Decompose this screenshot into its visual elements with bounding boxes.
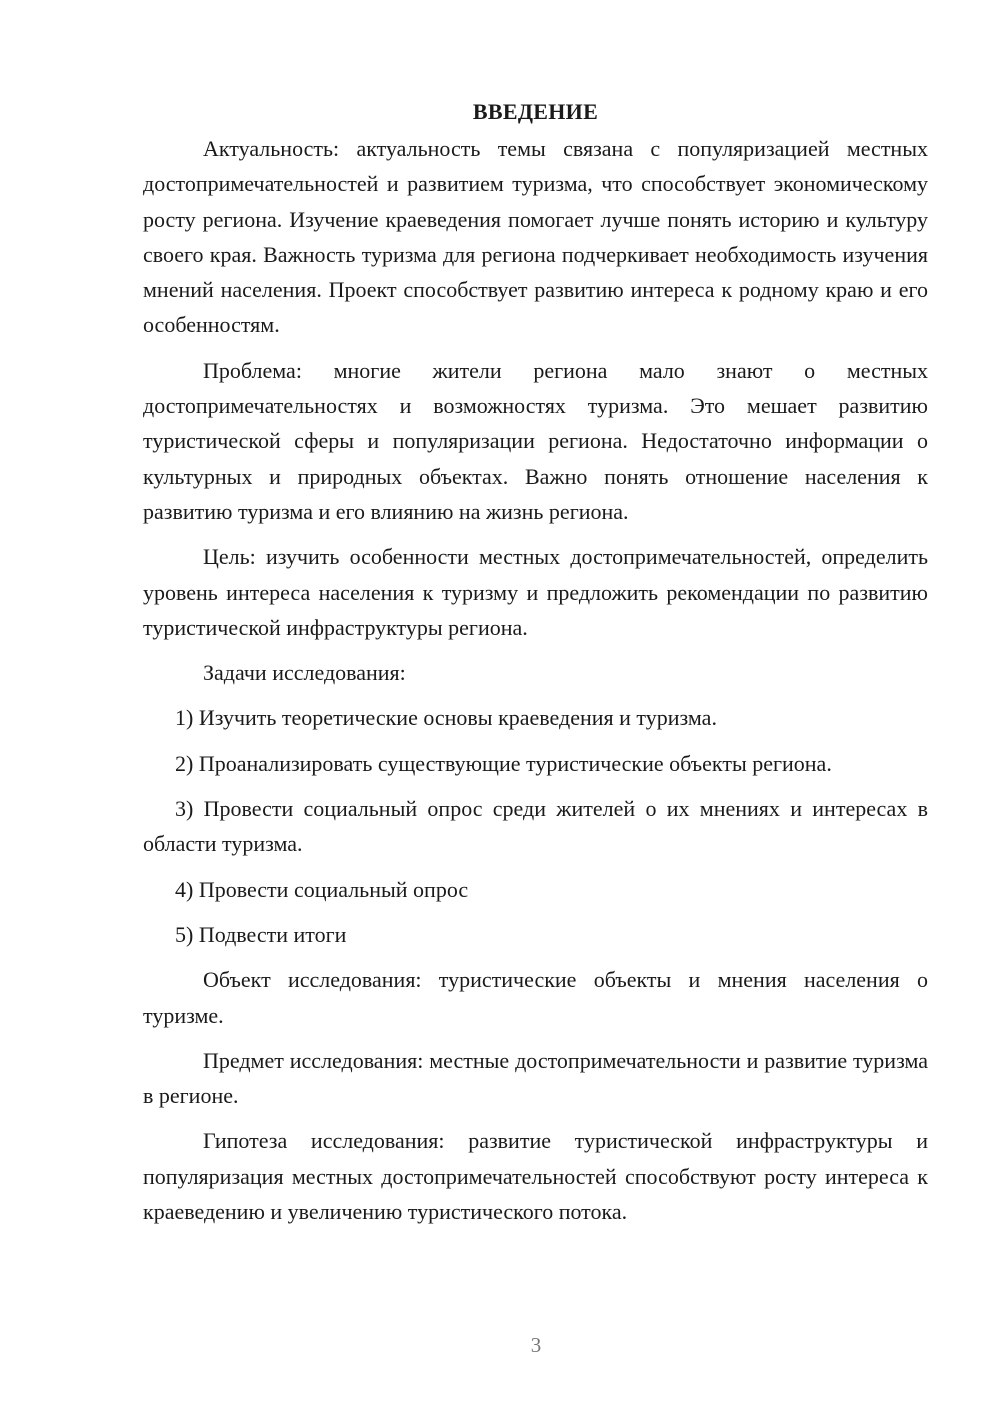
- hypothesis-paragraph: Гипотеза исследования: развитие туристической инфраструктуры и популяризация местных достопримечательностей способствуют росту интереса к краеведению и увеличению туристического потока.: [143, 1128, 928, 1225]
- page-title: ВВЕДЕНИЕ: [472, 99, 599, 124]
- goal-paragraph: Цель: изучить особенности местных достопримечательностей, определить уровень интереса населения к туризму и предложить рекомендации по развитию туристической инфраструктуры региона.: [143, 544, 928, 640]
- tasks-heading: Задачи исследования:: [203, 660, 406, 686]
- page-number: 3: [530, 1333, 542, 1357]
- task-item: 1) Изучить теоретические основы краеведения и туризма.: [175, 705, 717, 731]
- problem-paragraph: Проблема: многие жители региона мало знают о местных достопримечательностях и возможностях туризма. Это мешает развитию туристической сферы и популяризации региона. Недостаточно информации о культурных и природных объектах. Важно понять отношение населения к развитию туризма и его влиянию на жизнь региона.: [143, 357, 928, 524]
- document-page: [143, 95, 928, 1239]
- subject-paragraph: Предмет исследования: местные достопримечательности и развитие туризма в регионе.: [143, 1047, 928, 1109]
- task-item: 2) Проанализировать существующие туристические объекты региона.: [175, 750, 832, 776]
- relevance-paragraph: Актуальность: актуальность темы связана с популяризацией местных достопримечательностей и развитием туризма, что способствует экономическому росту региона. Изучение краеведения помогает лучше понять историю и культуру своего края. Важность туризма для региона подчеркивает необходимость изучения мнений населения. Проект способствует развитию интереса к родному краю и его особенностям.: [143, 136, 928, 338]
- task-item: 3) Провести социальный опрос среди жителей о их мнениях и интересах в области туризма.: [143, 796, 928, 857]
- task-item: 4) Провести социальный опрос: [175, 876, 469, 902]
- task-item: 5) Подвести итоги: [175, 921, 347, 947]
- tasks-list: [143, 700, 928, 952]
- object-paragraph: Объект исследования: туристические объекты и мнения населения о туризме.: [143, 967, 928, 1028]
